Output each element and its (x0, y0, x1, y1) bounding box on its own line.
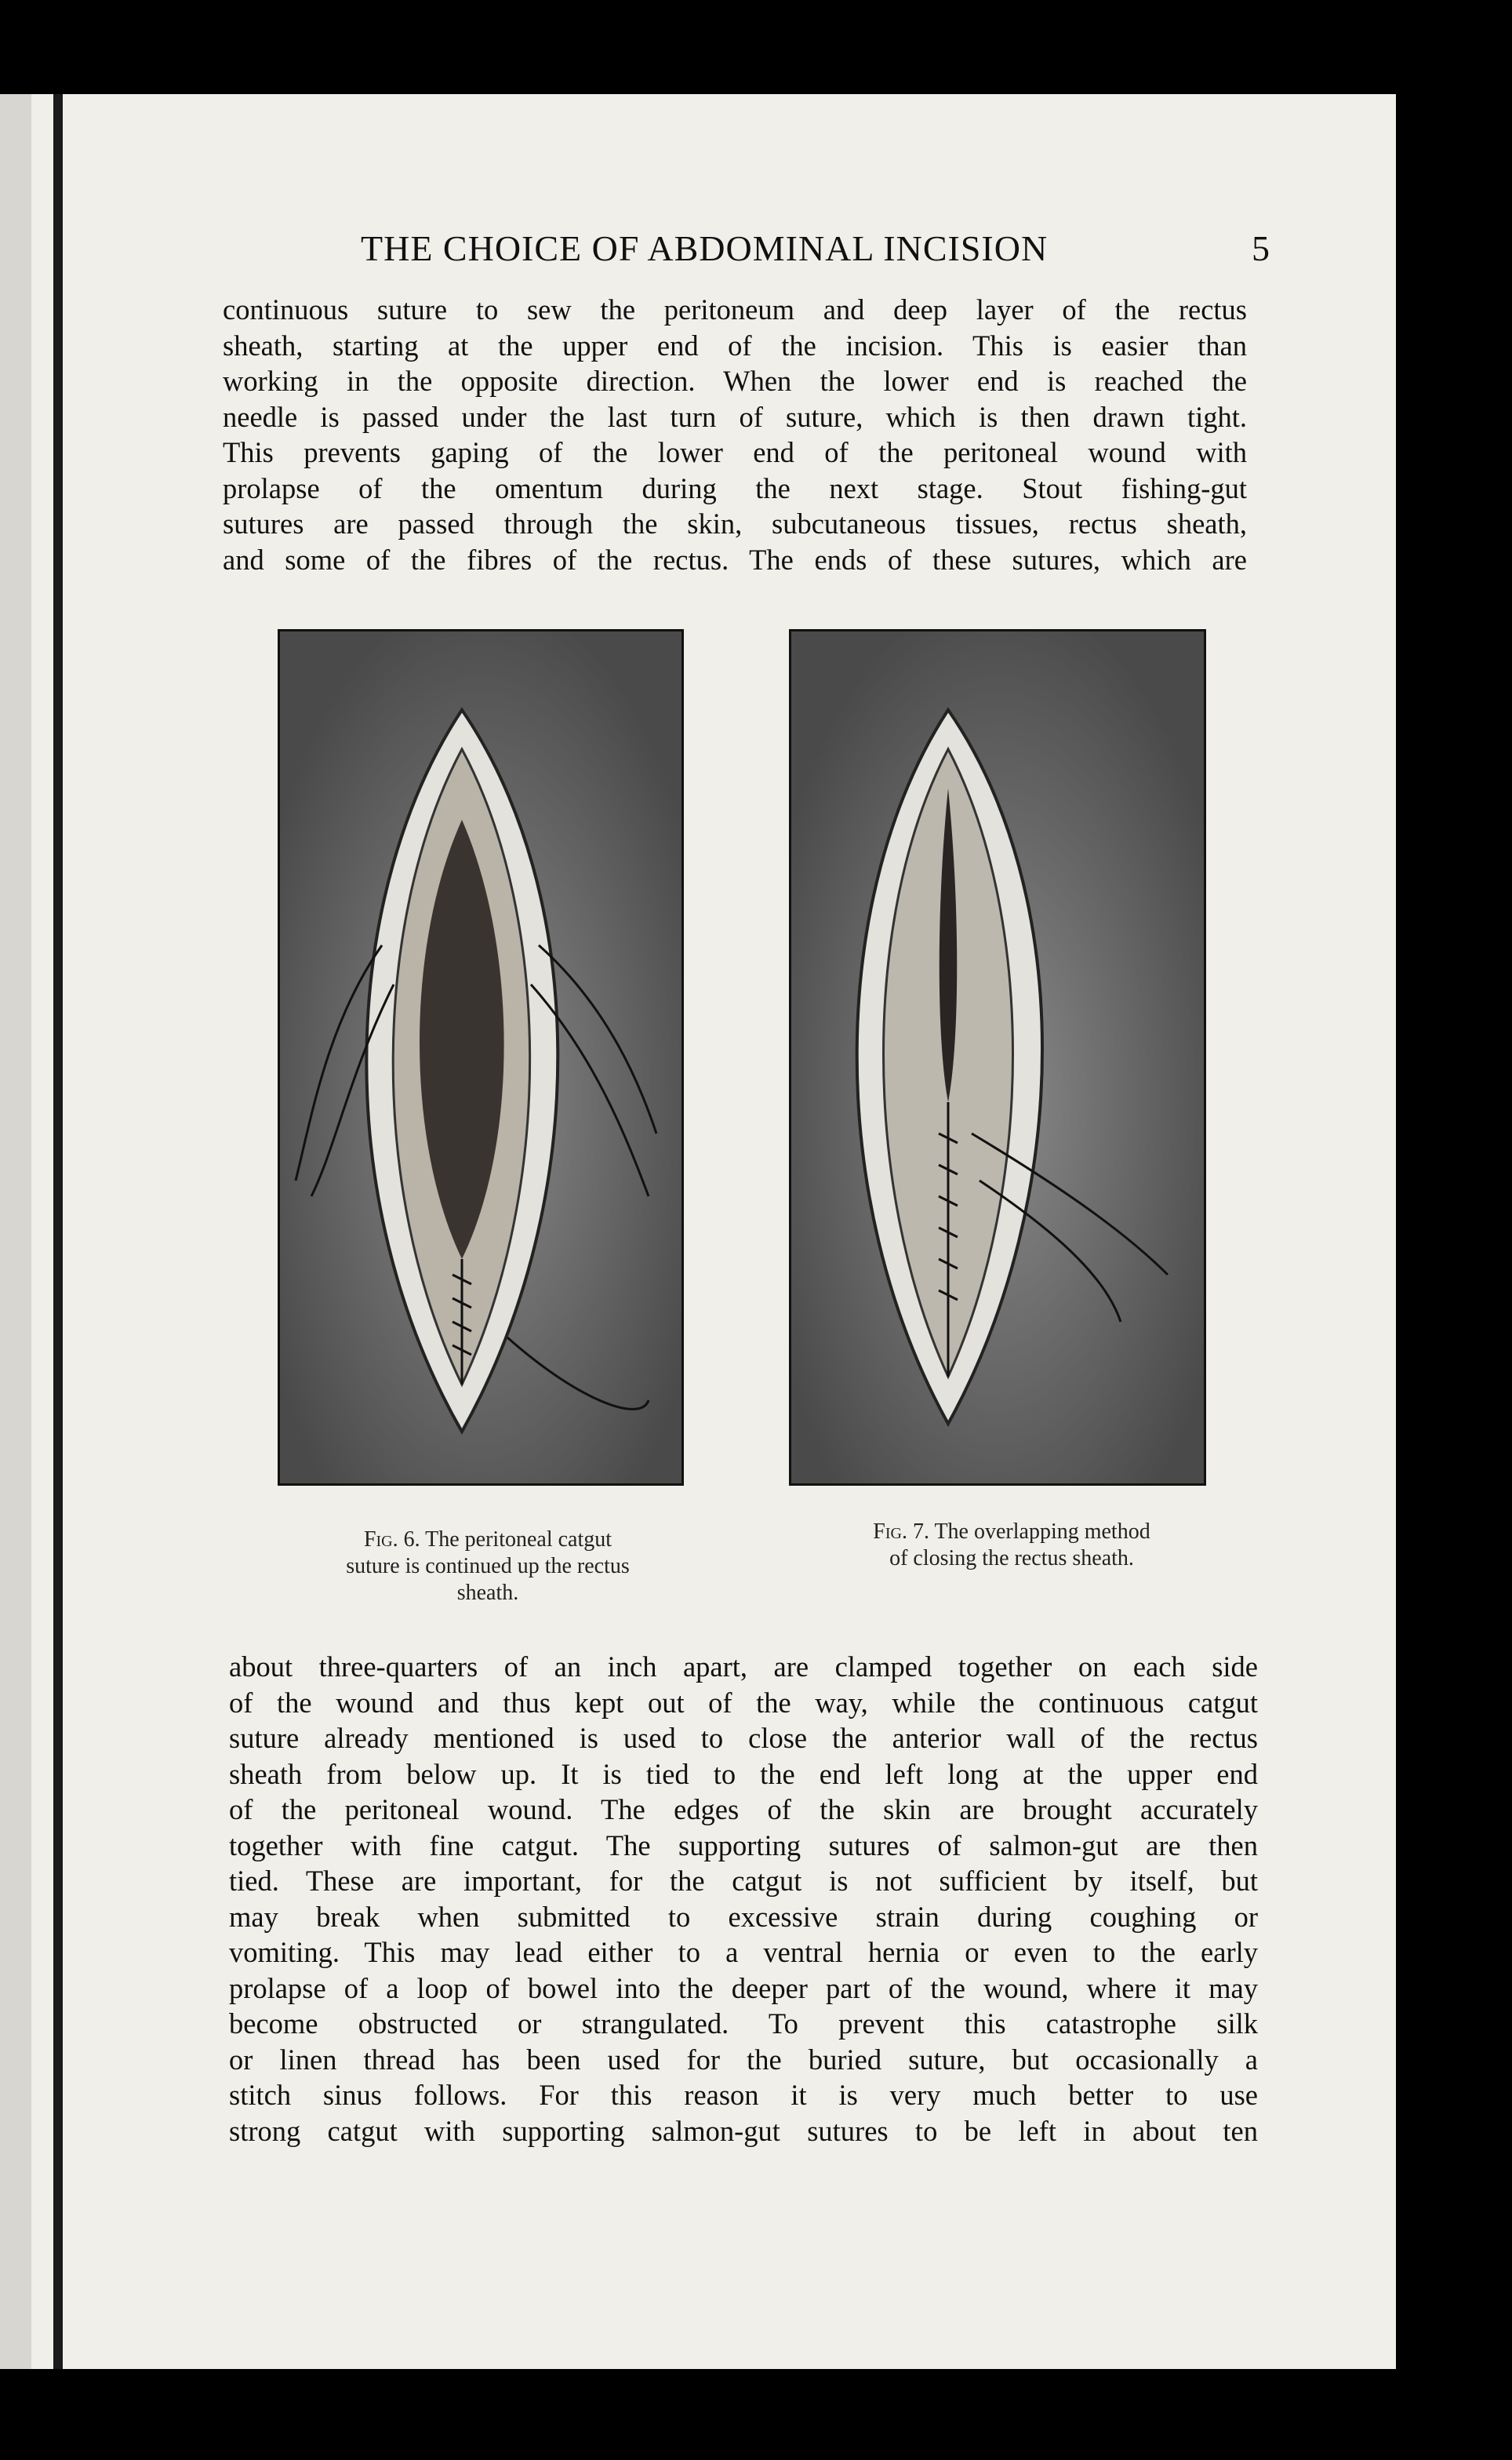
text-line: vomiting. This may lead either to a ventral hernia or even to the early (229, 1936, 1258, 1968)
text-line: about three-quarters of an inch apart, are clamped together on each side (229, 1650, 1258, 1683)
figure-7-illustration (789, 629, 1206, 1486)
paragraph-top (223, 292, 1247, 577)
running-title: THE CHOICE OF ABDOMINAL INCISION (361, 228, 1049, 268)
text-line: continuous suture to sew the peritoneum and deep layer of the rectus (223, 293, 1247, 326)
text-line: prolapse of the omentum during the next stage. Stout fishing-gut (223, 471, 1247, 504)
text-line: sheath from below up. It is tied to the end left long at the upper end (229, 1757, 1258, 1790)
text-line: of the wound and thus kept out of the way, while the continuous catgut (229, 1686, 1258, 1719)
text-line: tied. These are important, for the catgut is not sufficient by itself, but (229, 1865, 1258, 1897)
text-line: or linen thread has been used for the buried suture, but occasionally a (229, 2043, 1258, 2076)
text-line: needle is passed under the last turn of suture, which is then drawn tight. (223, 400, 1247, 433)
text-line: of the peritoneal wound. The edges of the skin are brought accurately (229, 1793, 1258, 1825)
figure-label: Fig. 7. (873, 1519, 929, 1544)
paragraph-bottom (229, 1649, 1258, 2149)
caption-line: The overlapping method (934, 1519, 1150, 1544)
text-line: become obstructed or strangulated. To prevent this catastrophe silk (229, 2007, 1258, 2040)
text-line: strong catgut with supporting salmon-gut sutures to be left in about ten (229, 2114, 1258, 2147)
text-line: working in the opposite direction. When the lower end is reached the (223, 365, 1247, 397)
caption-line: of closing the rectus sheath. (889, 1546, 1134, 1570)
page-number: 5 (1252, 228, 1270, 268)
facing-page-edge (0, 94, 31, 2369)
figure-7-caption (792, 1519, 1231, 1572)
figure-6-caption (292, 1527, 684, 1607)
caption-line: suture is continued up the rectus (346, 1554, 630, 1578)
text-line: stitch sinus follows. For this reason it is very much better to use (229, 2079, 1258, 2111)
text-line: This prevents gaping of the lower end of the peritoneal wound with (223, 436, 1247, 468)
text-line: prolapse of a loop of bowel into the deeper part of the wound, where it may (229, 1971, 1258, 2004)
page-spine-shadow (53, 94, 63, 2369)
caption-line: The peritoneal catgut (425, 1527, 612, 1552)
text-line: suture already mentioned is used to close the anterior wall of the rectus (229, 1722, 1258, 1754)
text-line: and some of the fibres of the rectus. The ends of these sutures, which are (223, 543, 1247, 576)
caption-line: sheath. (456, 1581, 519, 1605)
figure-6-illustration (278, 629, 684, 1486)
text-line: together with fine catgut. The supporting sutures of salmon-gut are then (229, 1829, 1258, 1861)
text-line: may break when submitted to excessive strain during coughing or (229, 1900, 1258, 1933)
text-line: sheath, starting at the upper end of the incision. This is easier than (223, 329, 1247, 362)
text-line: sutures are passed through the skin, subcutaneous tissues, rectus sheath, (223, 508, 1247, 540)
figure-label: Fig. 6. (363, 1527, 420, 1552)
